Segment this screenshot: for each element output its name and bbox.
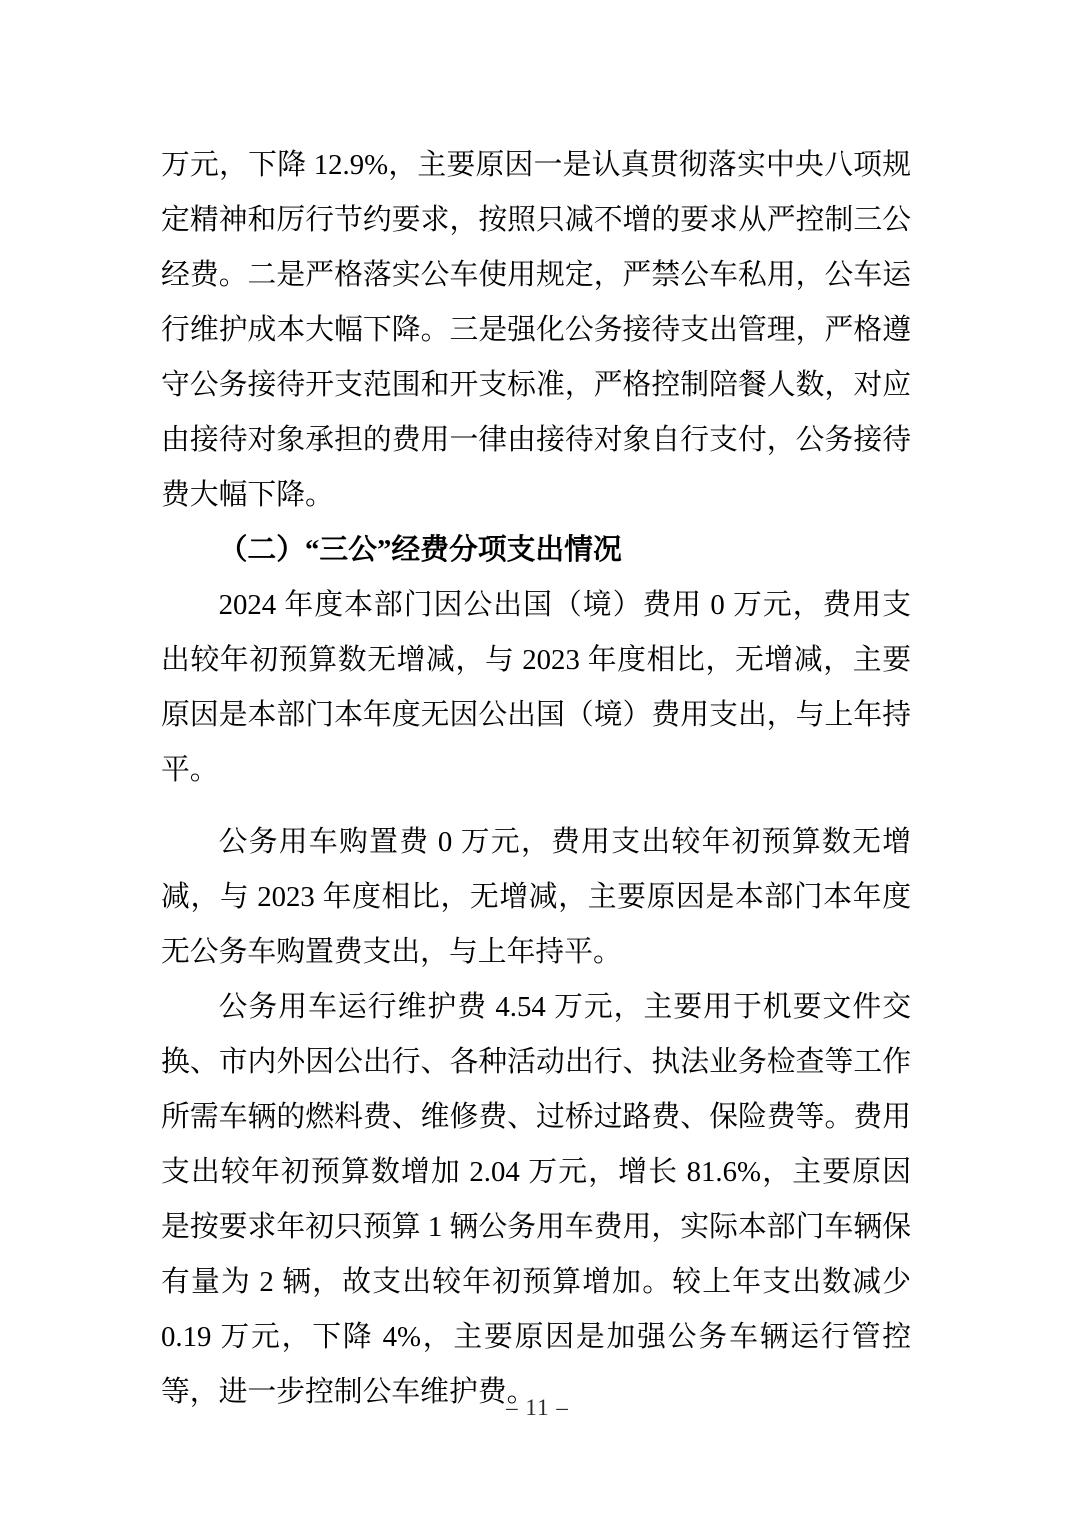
paragraph-vehicle-purchase-expense: 公务用车购置费 0 万元，费用支出较年初预算数无增减，与 2023 年度相比，无增减，主要原因是本部门本年度无公务车购置费支出，与上年持平。: [161, 826, 911, 968]
paragraph-vehicle-maintenance-expense: 公务用车运行维护费 4.54 万元，主要用于机要文件交换、市内外因公出行、各种活动出行、执法业务检查等工作所需车辆的燃料费、维修费、过桥过路费、保险费等。费用支出较年初预算数增加 2.04 万元，增长 81.6%，主要原因是按要求年初只预算 1 辆公务用车费用，实际本部门车辆保有量为 2 辆，故支出较年初预算增加。较上年支出数减少 0.19 万元，下降 4%，主要原因是加强公务车辆运行管控等，进一步控制公车维护费。: [161, 991, 911, 1408]
document-body: [161, 138, 911, 1420]
section-heading: （二）“三公”经费分项支出情况: [218, 534, 622, 566]
paragraph-continuation: 万元，下降 12.9%，主要原因一是认真贯彻落实中央八项规定精神和厉行节约要求，按照只减不增的要求从严控制三公经费。二是严格落实公车使用规定，严禁公车私用，公车运行维护成本大幅下降。三是强化公务接待支出管理，严格遵守公务接待开支范围和开支标准，严格控制陪餐人数，对应由接待对象承担的费用一律由接待对象自行支付，公务接待费大幅下降。: [161, 149, 911, 511]
page-number: – 11 –: [506, 1395, 569, 1420]
paragraph-travel-abroad-expense: 2024 年度本部门因公出国（境）费用 0 万元，费用支出较年初预算数无增减，与 2023 年度相比，无增减，主要原因是本部门本年度无因公出国（境）费用支出，与上年持平。: [161, 589, 911, 786]
